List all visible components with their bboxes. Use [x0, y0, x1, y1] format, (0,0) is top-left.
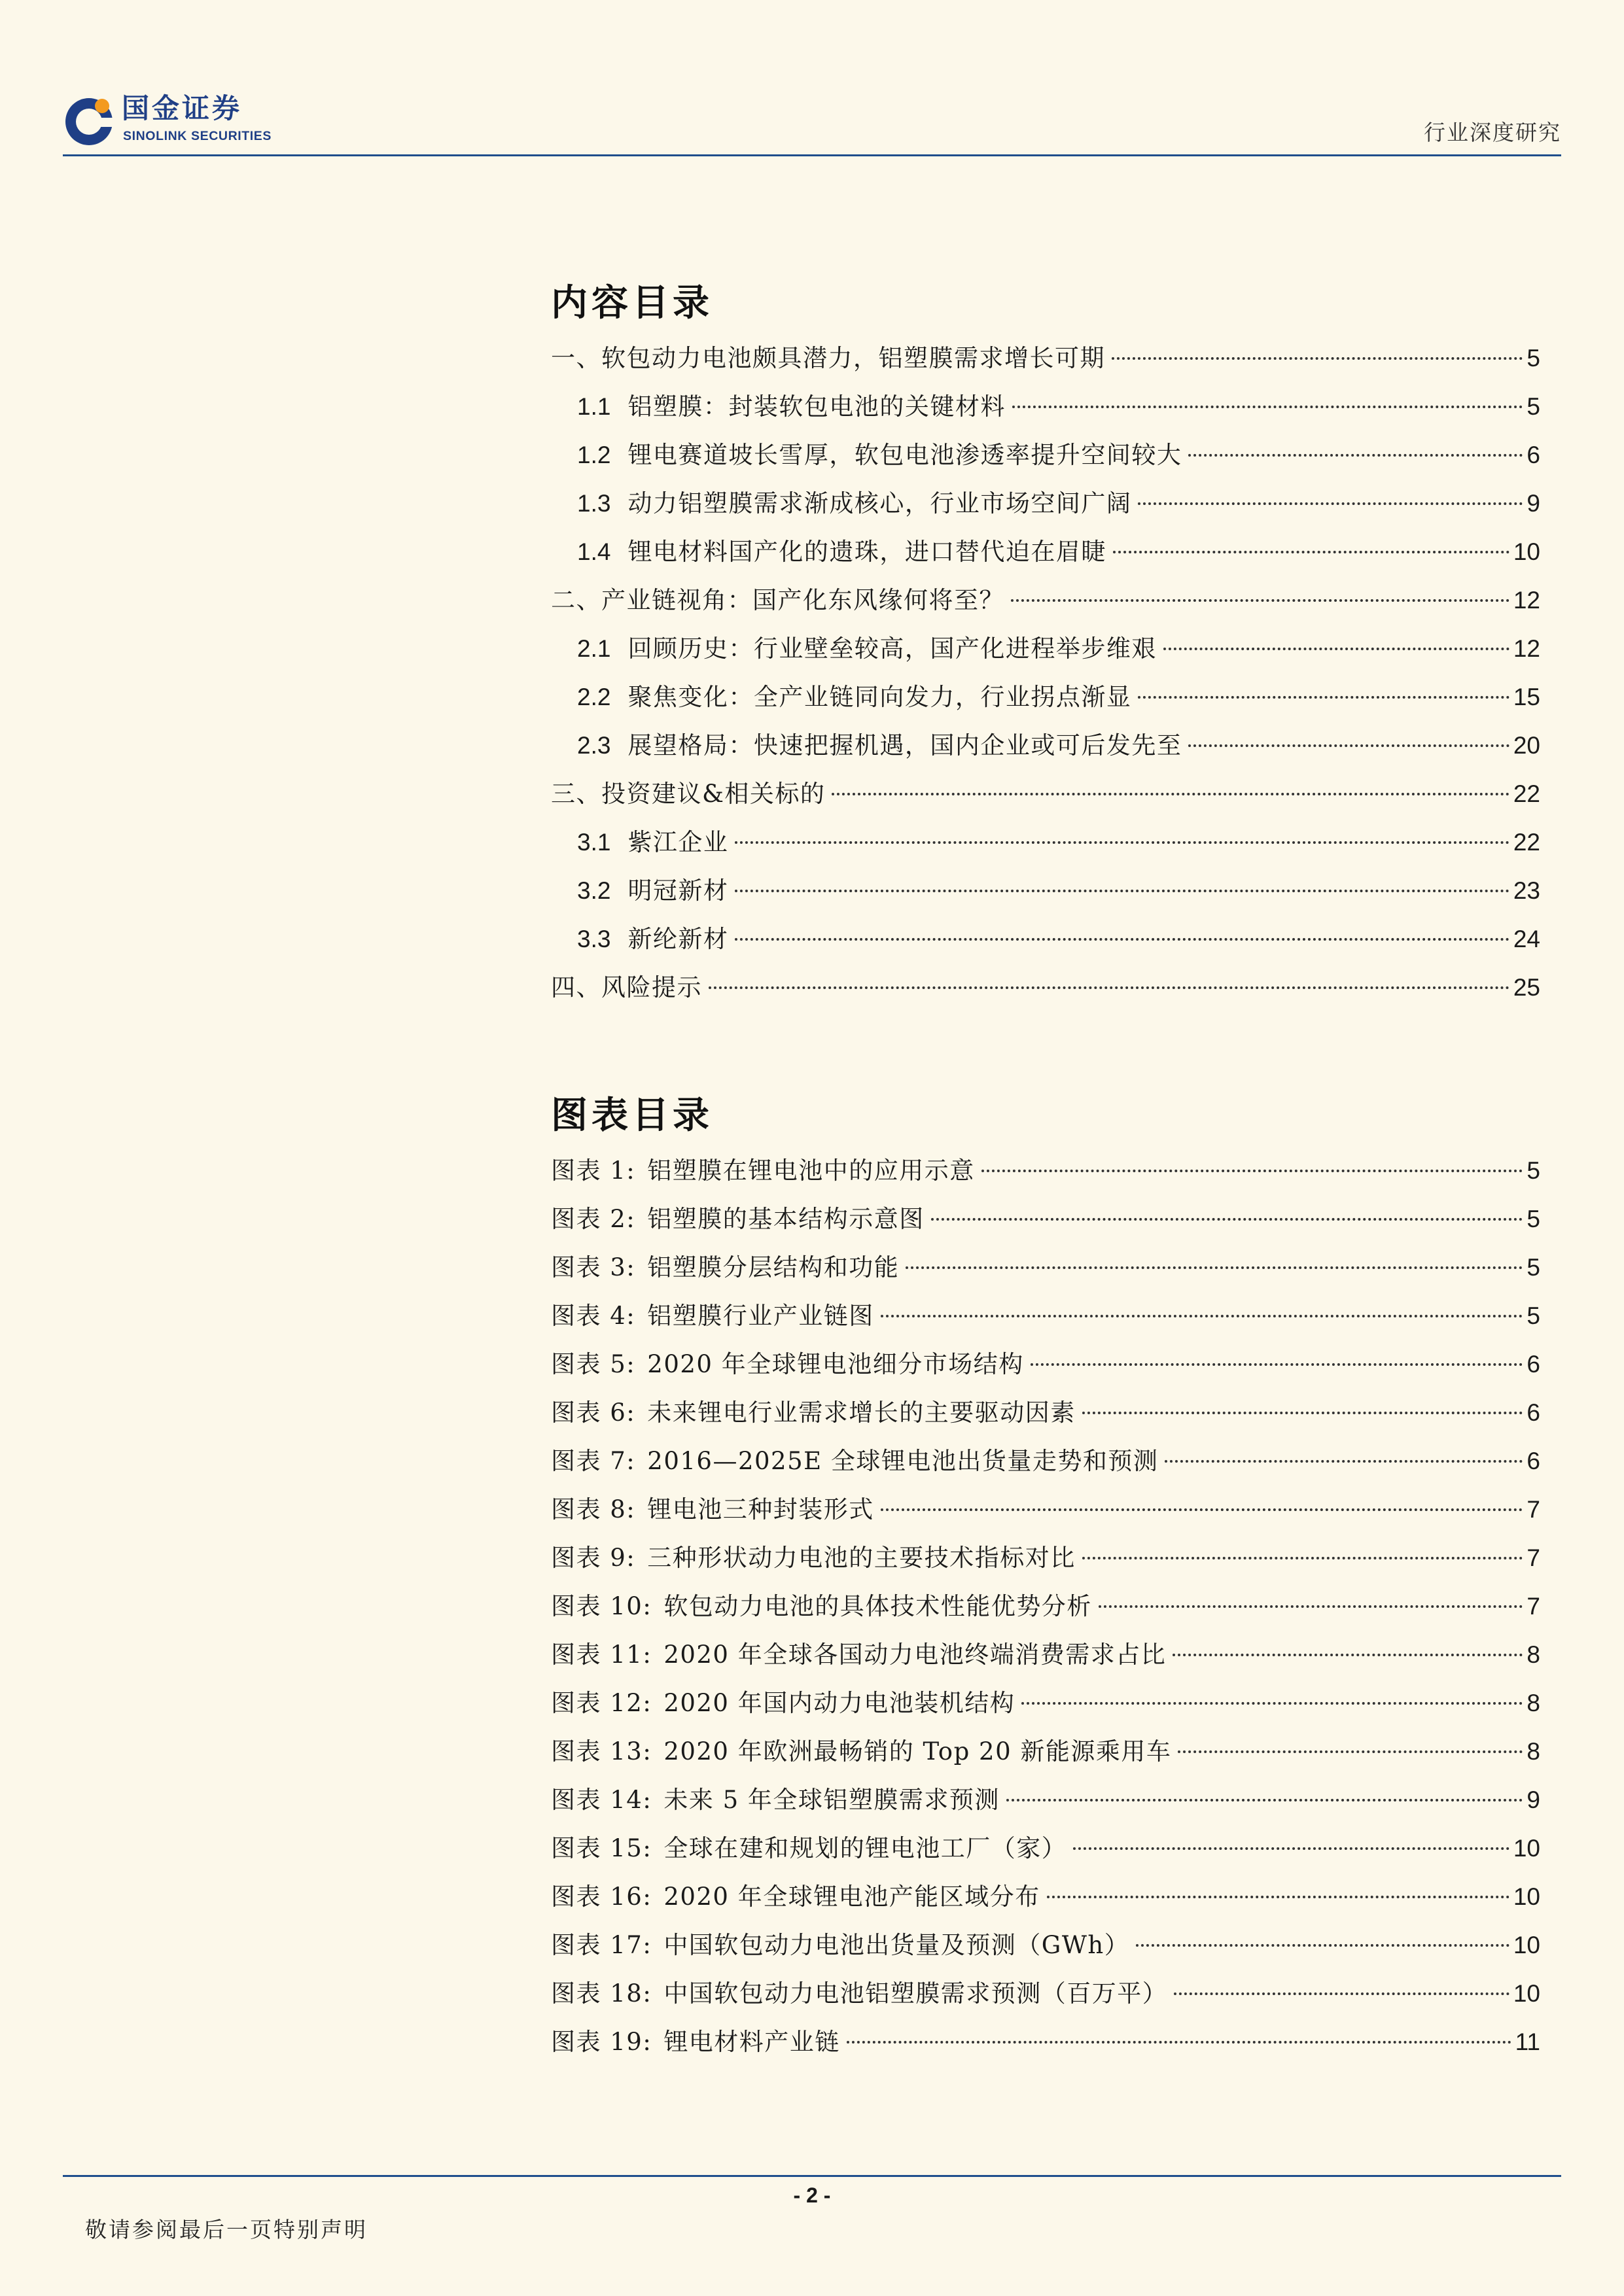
- toc-page-number: 20: [1513, 732, 1540, 759]
- dot-leader: [735, 841, 1509, 844]
- toc-item-label: 一、软包动力电池颇具潜力，铝塑膜需求增长可期: [551, 344, 1105, 372]
- toc-subsection-item[interactable]: [551, 871, 1540, 920]
- dot-leader: [1012, 406, 1523, 408]
- figure-list-item[interactable]: [551, 1732, 1540, 1781]
- figure-number: 图表 19:: [551, 2028, 652, 2056]
- dot-leader: [1082, 1557, 1523, 1559]
- figure-number: 图表 4:: [551, 1302, 636, 1330]
- dot-leader: [1047, 1896, 1509, 1898]
- toc-item-label: 四、风险提示: [551, 973, 702, 1001]
- dot-leader: [1138, 502, 1523, 505]
- figure-label: 未来 5 年全球铝塑膜需求预测: [663, 1786, 1000, 1814]
- toc-subsection-item[interactable]: [551, 484, 1540, 532]
- toc-item-number: 1.4: [577, 538, 611, 565]
- toc-page-number: 5: [1527, 393, 1540, 420]
- dot-leader: [1031, 1363, 1523, 1366]
- figure-list-item[interactable]: [551, 1393, 1540, 1442]
- dot-leader: [1082, 1412, 1523, 1414]
- figure-list-item[interactable]: [551, 1829, 1540, 1877]
- figure-page-number: 8: [1527, 1738, 1540, 1765]
- dot-leader: [881, 1508, 1523, 1511]
- dot-leader: [906, 1266, 1523, 1269]
- figure-page-number: 10: [1513, 1932, 1540, 1958]
- figure-number: 图表 2:: [551, 1205, 636, 1233]
- toc-page-number: 6: [1527, 442, 1540, 468]
- figure-list-item[interactable]: [551, 1926, 1540, 1974]
- dot-leader: [1113, 551, 1509, 553]
- dot-leader: [1174, 1992, 1509, 1995]
- dot-leader: [832, 793, 1509, 795]
- figure-page-number: 8: [1527, 1641, 1540, 1668]
- figure-page-number: 7: [1527, 1593, 1540, 1620]
- toc-item-number: 2.3: [577, 732, 611, 759]
- figure-number: 图表 9:: [551, 1544, 636, 1572]
- toc-page-number: 22: [1513, 829, 1540, 856]
- dot-leader: [1136, 1944, 1509, 1947]
- figure-list-item[interactable]: [551, 1974, 1540, 2023]
- toc-item-label: 展望格局：快速把握机遇，国内企业或可后发先至: [627, 731, 1182, 759]
- figure-label: 铝塑膜行业产业链图: [647, 1302, 874, 1330]
- dot-leader: [931, 1218, 1523, 1221]
- toc-item-label: 三、投资建议&相关标的: [551, 780, 826, 808]
- dot-leader: [1011, 599, 1509, 602]
- toc-item-label: 二、产业链视角：国产化东风缘何将至？: [551, 586, 1004, 614]
- figure-number: 图表 18:: [551, 1979, 652, 2008]
- figure-number: 图表 15:: [551, 1834, 652, 1862]
- report-type: 行业深度研究: [1424, 120, 1561, 145]
- dot-leader: [1138, 696, 1509, 699]
- figure-label: 铝塑膜分层结构和功能: [647, 1253, 900, 1281]
- figure-number: 图表 5:: [551, 1350, 636, 1378]
- toc-list: [551, 339, 1540, 1017]
- dot-leader: [1188, 454, 1523, 457]
- sinolink-logo-icon: [63, 94, 115, 147]
- figure-page-number: 10: [1513, 1835, 1540, 1862]
- figure-number: 图表 8:: [551, 1495, 636, 1523]
- figure-list-item[interactable]: [551, 1587, 1540, 1635]
- toc-page-number: 12: [1513, 587, 1540, 614]
- figure-list-item[interactable]: [551, 1635, 1540, 1684]
- toc-page-number: 9: [1527, 490, 1540, 517]
- toc-section-item[interactable]: [551, 774, 1540, 823]
- dot-leader: [1178, 1750, 1523, 1753]
- figure-label: 锂电池三种封装形式: [647, 1495, 874, 1523]
- figure-list-item[interactable]: [551, 1490, 1540, 1539]
- dot-leader: [1021, 1702, 1523, 1705]
- figure-number: 图表 14:: [551, 1786, 652, 1814]
- dot-leader: [1073, 1847, 1509, 1850]
- figure-page-number: 6: [1527, 1448, 1540, 1474]
- figure-list-item[interactable]: [551, 1151, 1540, 1200]
- figure-label: 2020 年全球各国动力电池终端消费需求占比: [663, 1641, 1167, 1669]
- figure-list-title: 图表目录: [551, 1094, 713, 1137]
- figure-list-item[interactable]: [551, 1442, 1540, 1490]
- toc-item-label: 动力铝塑膜需求渐成核心，行业市场空间广阔: [627, 489, 1132, 517]
- figure-list-item[interactable]: [551, 1345, 1540, 1393]
- figure-page-number: 6: [1527, 1399, 1540, 1426]
- figure-list-item[interactable]: [551, 2023, 1540, 2071]
- toc-item-number: 1.2: [577, 442, 611, 468]
- toc-item-number: 2.1: [577, 635, 611, 662]
- dot-leader: [735, 938, 1509, 941]
- toc-subsection-item[interactable]: [551, 823, 1540, 871]
- figure-page-number: 7: [1527, 1496, 1540, 1523]
- dot-leader: [1006, 1799, 1523, 1801]
- toc-subsection-item[interactable]: [551, 532, 1540, 581]
- figure-number: 图表 17:: [551, 1931, 652, 1959]
- dot-leader: [981, 1170, 1523, 1172]
- toc-subsection-item[interactable]: [551, 387, 1540, 436]
- figure-label: 铝塑膜在锂电池中的应用示意: [647, 1157, 975, 1185]
- figure-page-number: 5: [1527, 1302, 1540, 1329]
- figure-label: 软包动力电池的具体技术性能优势分析: [663, 1592, 1092, 1620]
- toc-section-item[interactable]: [551, 581, 1540, 629]
- disclaimer: 敬请参阅最后一页特别声明: [85, 2217, 368, 2242]
- toc-page-number: 23: [1513, 877, 1540, 904]
- figure-number: 图表 11:: [551, 1641, 652, 1669]
- toc-section-item[interactable]: [551, 339, 1540, 387]
- figure-label: 三种形状动力电池的主要技术指标对比: [647, 1544, 1076, 1572]
- toc-item-number: 3.1: [577, 829, 611, 856]
- figure-label: 2020 年欧洲最畅销的 Top 20 新能源乘用车: [663, 1737, 1172, 1765]
- figure-page-number: 5: [1527, 1206, 1540, 1232]
- dot-leader: [881, 1315, 1523, 1317]
- figure-label: 锂电材料产业链: [663, 2028, 840, 2056]
- figure-label: 中国软包动力电池铝塑膜需求预测（百万平）: [663, 1979, 1168, 2008]
- toc-page-number: 25: [1513, 974, 1540, 1001]
- toc-page-number: 22: [1513, 780, 1540, 807]
- figure-label: 全球在建和规划的锂电池工厂（家）: [663, 1834, 1067, 1862]
- toc-page-number: 5: [1527, 345, 1540, 372]
- figure-number: 图表 16:: [551, 1883, 652, 1911]
- dot-leader: [847, 2041, 1511, 2044]
- figure-list-item[interactable]: [551, 1539, 1540, 1587]
- toc-subsection-item[interactable]: [551, 726, 1540, 774]
- dot-leader: [1173, 1654, 1523, 1656]
- figure-list-item[interactable]: [551, 1248, 1540, 1296]
- figure-number: 图表 7:: [551, 1447, 636, 1475]
- dot-leader: [1112, 357, 1523, 360]
- figure-number: 图表 13:: [551, 1737, 652, 1765]
- figure-label: 2020 年全球锂电池产能区域分布: [663, 1883, 1040, 1911]
- toc-page-number: 12: [1513, 635, 1540, 662]
- dot-leader: [1163, 648, 1509, 650]
- toc-section-item[interactable]: [551, 968, 1540, 1017]
- figure-page-number: 6: [1527, 1351, 1540, 1378]
- figure-list-item[interactable]: [551, 1684, 1540, 1732]
- figure-list-item[interactable]: [551, 1877, 1540, 1926]
- figure-page-number: 5: [1527, 1254, 1540, 1281]
- figure-list-item[interactable]: [551, 1781, 1540, 1829]
- toc-item-number: 3.3: [577, 926, 611, 952]
- toc-page-number: 24: [1513, 926, 1540, 952]
- toc-item-label: 明冠新材: [627, 877, 729, 905]
- page-number: - 2 -: [793, 2183, 831, 2207]
- toc-item-number: 3.2: [577, 877, 611, 904]
- toc-item-number: 2.2: [577, 684, 611, 710]
- footer-divider: [63, 2175, 1561, 2177]
- sinolink-logo: [63, 92, 296, 148]
- dot-leader: [735, 890, 1509, 892]
- figure-page-number: 10: [1513, 1883, 1540, 1910]
- figure-page-number: 8: [1527, 1690, 1540, 1716]
- figure-number: 图表 10:: [551, 1592, 652, 1620]
- toc-subsection-item[interactable]: [551, 678, 1540, 726]
- figure-label: 2020 年全球锂电池细分市场结构: [647, 1350, 1024, 1378]
- toc-title: 内容目录: [551, 281, 713, 324]
- figure-label: 铝塑膜的基本结构示意图: [647, 1205, 925, 1233]
- toc-item-label: 回顾历史：行业壁垒较高，国产化进程举步维艰: [627, 635, 1157, 663]
- toc-item-label: 铝塑膜：封装软包电池的关键材料: [627, 392, 1006, 421]
- figure-label: 2016—2025E 全球锂电池出货量走势和预测: [647, 1447, 1159, 1475]
- figure-list-item[interactable]: [551, 1200, 1540, 1248]
- figure-number: 图表 12:: [551, 1689, 652, 1717]
- figure-list: [551, 1151, 1540, 2071]
- figure-number: 图表 6:: [551, 1399, 636, 1427]
- toc-page-number: 10: [1513, 538, 1540, 565]
- toc-item-number: 1.3: [577, 490, 611, 517]
- figure-list-item[interactable]: [551, 1296, 1540, 1345]
- toc-subsection-item[interactable]: [551, 629, 1540, 678]
- logo-chinese-name: 国金证券: [122, 92, 243, 124]
- toc-subsection-item[interactable]: [551, 436, 1540, 484]
- figure-number: 图表 1:: [551, 1157, 636, 1185]
- figure-page-number: 5: [1527, 1157, 1540, 1184]
- logo-english-name: SINOLINK SECURITIES: [123, 129, 272, 143]
- figure-label: 未来锂电行业需求增长的主要驱动因素: [647, 1399, 1076, 1427]
- figure-label: 2020 年国内动力电池装机结构: [663, 1689, 1015, 1717]
- toc-item-label: 聚焦变化：全产业链同向发力，行业拐点渐显: [627, 683, 1132, 711]
- dot-leader: [1188, 744, 1509, 747]
- figure-page-number: 9: [1527, 1786, 1540, 1813]
- toc-item-label: 锂电材料国产化的遗珠，进口替代迫在眉睫: [627, 538, 1106, 566]
- dot-leader: [709, 986, 1509, 989]
- toc-item-label: 紫江企业: [627, 828, 729, 856]
- header-divider: [63, 154, 1561, 156]
- figure-page-number: 7: [1527, 1544, 1540, 1571]
- figure-number: 图表 3:: [551, 1253, 636, 1281]
- toc-item-number: 1.1: [577, 393, 611, 420]
- figure-label: 中国软包动力电池出货量及预测（GWh）: [663, 1931, 1130, 1959]
- toc-page-number: 15: [1513, 684, 1540, 710]
- toc-subsection-item[interactable]: [551, 920, 1540, 968]
- toc-item-label: 锂电赛道坡长雪厚，软包电池渗透率提升空间较大: [627, 441, 1182, 469]
- page-header: [63, 92, 1561, 157]
- figure-page-number: 11: [1515, 2028, 1540, 2055]
- dot-leader: [1099, 1605, 1523, 1608]
- toc-item-label: 新纶新材: [627, 925, 729, 953]
- figure-page-number: 10: [1513, 1980, 1540, 2007]
- dot-leader: [1165, 1460, 1523, 1463]
